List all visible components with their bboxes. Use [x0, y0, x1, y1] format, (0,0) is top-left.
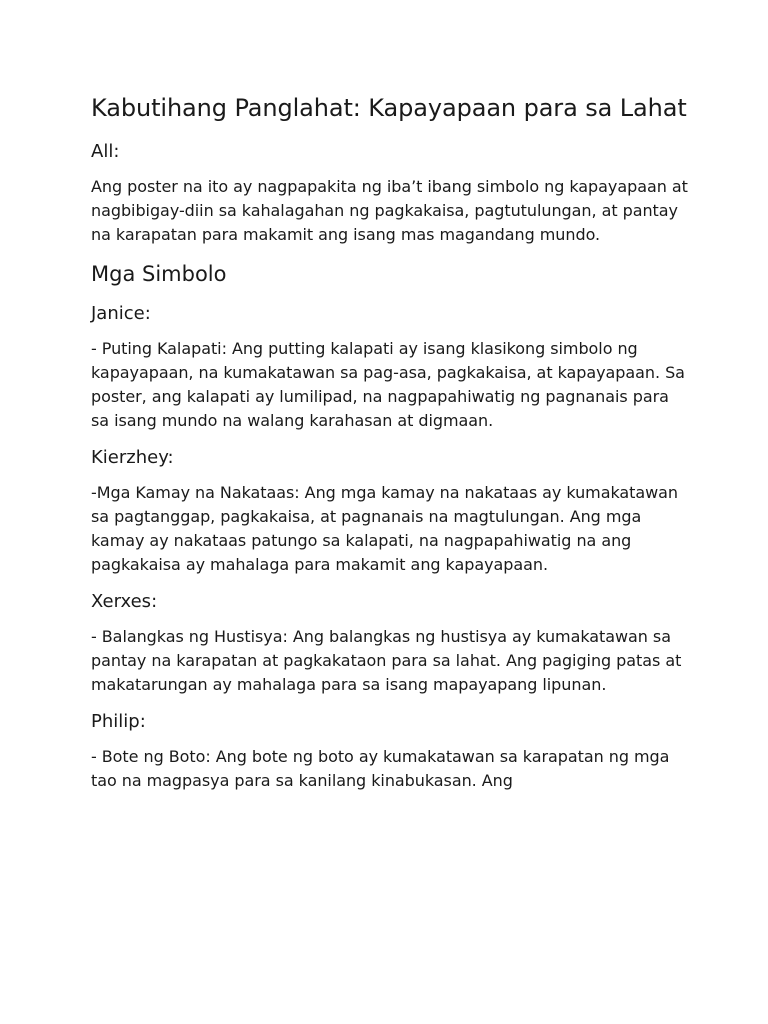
entry-paragraph-kierzhey: -Mga Kamay na Nakataas: Ang mga kamay na nakataas ay kumakatawan sa pagtanggap, pagkakaisa, at pagnanais na magtulungan. Ang mga kamay ay nakataas patungo sa kalapati, na nagpapahiwatig na ang pagkakaisa ay mahalaga para makamit ang kapayapaan.	[91, 483, 679, 574]
entry-paragraph-janice: - Puting Kalapati: Ang putting kalapati ay isang klasikong simbolo ng kapayapaan, na kumakatawan sa pag-asa, pagkakaisa, at kapayapaan. Sa poster, ang kalapati ay lumilipad, na nagpapahiwatig ng pagnanais para sa isang mundo na walang karahasan at digmaan.	[91, 339, 685, 430]
speaker-label-all: All:	[91, 141, 120, 162]
entry-paragraph-philip: - Bote ng Boto: Ang bote ng boto ay kumakatawan sa karapatan ng mga tao na magpasya para sa kanilang kinabukasan. Ang	[91, 747, 670, 790]
speaker-label-philip: Philip:	[91, 711, 146, 732]
section-title: Mga Simbolo	[91, 262, 227, 286]
document-page	[91, 92, 691, 806]
entry-paragraph-xerxes: - Balangkas ng Hustisya: Ang balangkas ng hustisya ay kumakatawan sa pantay na karapatan at pagkakataon para sa lahat. Ang pagiging patas at makatarungan ay mahalaga para sa isang mapayapang lipunan.	[91, 627, 682, 694]
speaker-label-xerxes: Xerxes:	[91, 591, 158, 612]
speaker-label-kierzhey: Kierzhey:	[91, 447, 174, 468]
document-title: Kabutihang Panglahat: Kapayapaan para sa Lahat	[91, 94, 687, 122]
intro-paragraph: Ang poster na ito ay nagpapakita ng iba’t ibang simbolo ng kapayapaan at nagbibigay-diin sa kahalagahan ng pagkakaisa, pagtutulungan, at pantay na karapatan para makamit ang isang mas magandang mundo.	[91, 177, 688, 244]
speaker-label-janice: Janice:	[91, 303, 151, 324]
